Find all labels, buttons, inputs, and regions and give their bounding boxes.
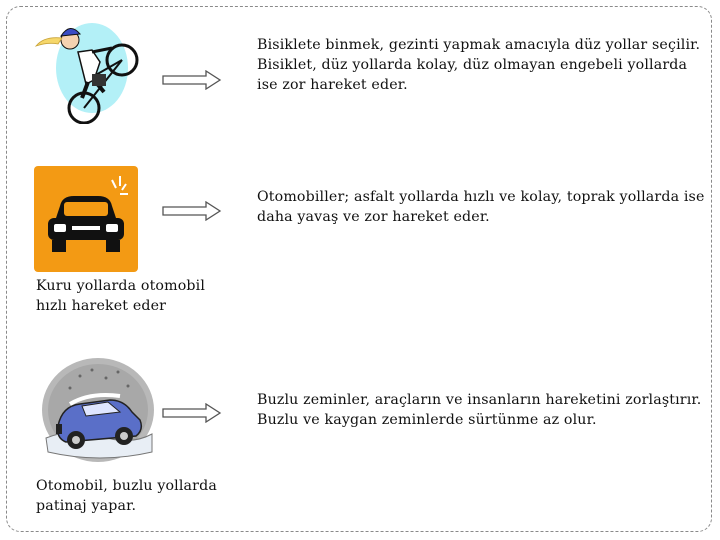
caption-line: patinaj yapar. <box>36 498 137 514</box>
car-text <box>257 187 705 227</box>
text-line: daha yavaş ve zor hareket eder. <box>257 209 490 225</box>
arrow-right-icon <box>162 70 222 90</box>
caption-line: Otomobil, buzlu yollarda <box>36 478 217 494</box>
text-line: Buzlu zeminler, araçların ve insanların hareketini zorlaştırır. <box>257 392 702 408</box>
bicycle-text <box>257 35 700 95</box>
caption-line: Kuru yollarda otomobil <box>36 278 206 294</box>
caption-line: hızlı hareket eder <box>36 298 167 314</box>
arrow-right-icon <box>162 403 222 423</box>
text-line: Bisiklete binmek, gezinti yapmak amacıyla düz yollar seçilir. <box>257 37 701 53</box>
icy-car-picture <box>40 356 156 468</box>
ice-caption <box>36 476 217 516</box>
car-sign-picture <box>34 166 138 272</box>
text-line: Otomobiller; asfalt yollarda hızlı ve kolay, toprak yollarda ise <box>257 189 705 205</box>
car-caption <box>36 276 205 316</box>
ice-text <box>257 390 701 430</box>
text-line: Bisiklet, düz yollarda kolay, düz olmayan engebeli yollarda <box>257 57 688 73</box>
text-line: ise zor hareket eder. <box>257 77 408 93</box>
arrow-right-icon <box>162 201 222 221</box>
text-line: Buzlu ve kaygan zeminlerde sürtünme az olur. <box>257 412 597 428</box>
cyclist-picture <box>34 12 146 124</box>
